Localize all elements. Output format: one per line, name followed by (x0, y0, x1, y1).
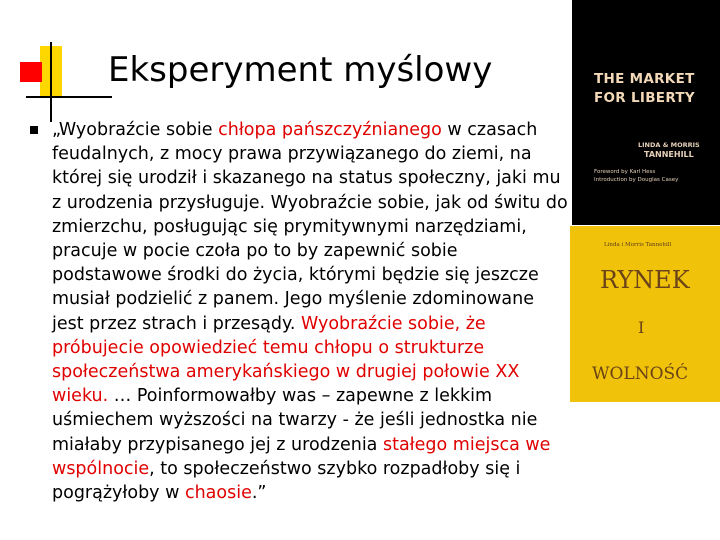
quote-line (52, 384, 572, 408)
book-cover-authors (638, 140, 700, 160)
quote-highlight: chłopa pańszczyźnianego (218, 120, 442, 140)
quote-segment: w czasach (441, 120, 538, 140)
book-cover-title-word: I (638, 318, 645, 337)
book-cover-market-for-liberty (572, 0, 720, 225)
quote-highlight: wspólnocie (52, 458, 150, 479)
quote-highlight: Wyobraźcie sobie, że (300, 313, 486, 334)
quote-line (52, 215, 572, 239)
quote-segment: pracuje w pocie czoła po to by zapewnić sobie (52, 241, 458, 262)
quote-segment: … Poinformowałby was – zapewne z lekkim (108, 386, 493, 407)
quote-line (52, 239, 572, 263)
decor-vertical-line (50, 42, 52, 122)
quote-segment: „Wyobraźcie sobie (52, 120, 219, 140)
quote-segment: , to społeczeństwo szybko rozpadłoby się i (149, 458, 521, 479)
quote-line (52, 408, 572, 432)
quote-line (52, 287, 572, 311)
quote-segment: musiał podzielić z panem. Jego myślenie zdominowane (52, 289, 534, 310)
quote-segment: feudalnych, z mocy prawa przywiązanego do ziemi, na (52, 144, 532, 165)
quote-line (52, 481, 572, 505)
quote-segment: jest przez strach i przesądy. (52, 313, 301, 334)
quote-line (52, 457, 572, 481)
quote-line (52, 166, 572, 190)
book-cover-title-line: THE MARKET (594, 71, 695, 87)
quote-line (52, 142, 572, 166)
quote-segment: zmierzchu, posługując się prymitywnymi narzędziami, (52, 216, 527, 237)
quote-segment: pogrążyłoby w (52, 483, 185, 504)
quote-segment: miałaby przypisanego jej z urodzenia (52, 434, 383, 455)
book-cover-credits (594, 168, 678, 184)
quote-line (52, 360, 572, 384)
book-cover-rynek-i-wolnosc (570, 226, 720, 402)
bullet-square-icon (30, 126, 38, 134)
quote-text (52, 118, 572, 505)
book-cover-title-word: RYNEK (600, 266, 690, 294)
book-cover-credit-line: Introduction by Douglas Casey (594, 177, 679, 183)
book-cover-title-word: WOLNOŚĆ (592, 364, 689, 384)
quote-segment: z urodzenia przysługuje. Wyobraźcie sobie, jak od świtu do (52, 192, 568, 213)
quote-line (52, 263, 572, 287)
quote-line (52, 336, 572, 360)
slide-title: Eksperyment myślowy (108, 50, 493, 90)
quote-line (52, 191, 572, 215)
decor-red-square (20, 62, 42, 82)
book-cover-authors: Linda i Morris Tannehill (604, 242, 672, 248)
book-cover-author-line: LINDA & MORRIS (638, 141, 700, 149)
book-cover-author-line: TANNEHILL (643, 150, 694, 159)
book-cover-title (594, 70, 695, 108)
book-cover-title-line: FOR LIBERTY (594, 90, 696, 106)
quote-segment: której się urodził i skazanego na status społeczny, jaki mu (52, 168, 561, 189)
quote-line (52, 433, 572, 457)
quote-segment: podstawowe środki do życia, którymi będzie się jeszcze (52, 265, 539, 286)
quote-segment: uśmiechem wyższości na twarzy - że jeśli jednostka nie (52, 410, 538, 431)
quote-highlight: stałego miejsca we (382, 434, 551, 455)
book-cover-credit-line: Foreword by Karl Hess (594, 169, 656, 175)
quote-highlight: społeczeństwa amerykańskiego w drugiej połowie XX (52, 362, 520, 383)
quote-highlight: wieku. (52, 386, 109, 407)
quote-line (52, 118, 572, 142)
quote-line (52, 312, 572, 336)
quote-highlight: chaosie (184, 483, 252, 504)
decor-horizontal-line (26, 96, 112, 98)
quote-highlight: próbujecie opowiedzieć temu chłopu o strukturze (52, 337, 485, 358)
quote-segment: .” (251, 483, 267, 504)
